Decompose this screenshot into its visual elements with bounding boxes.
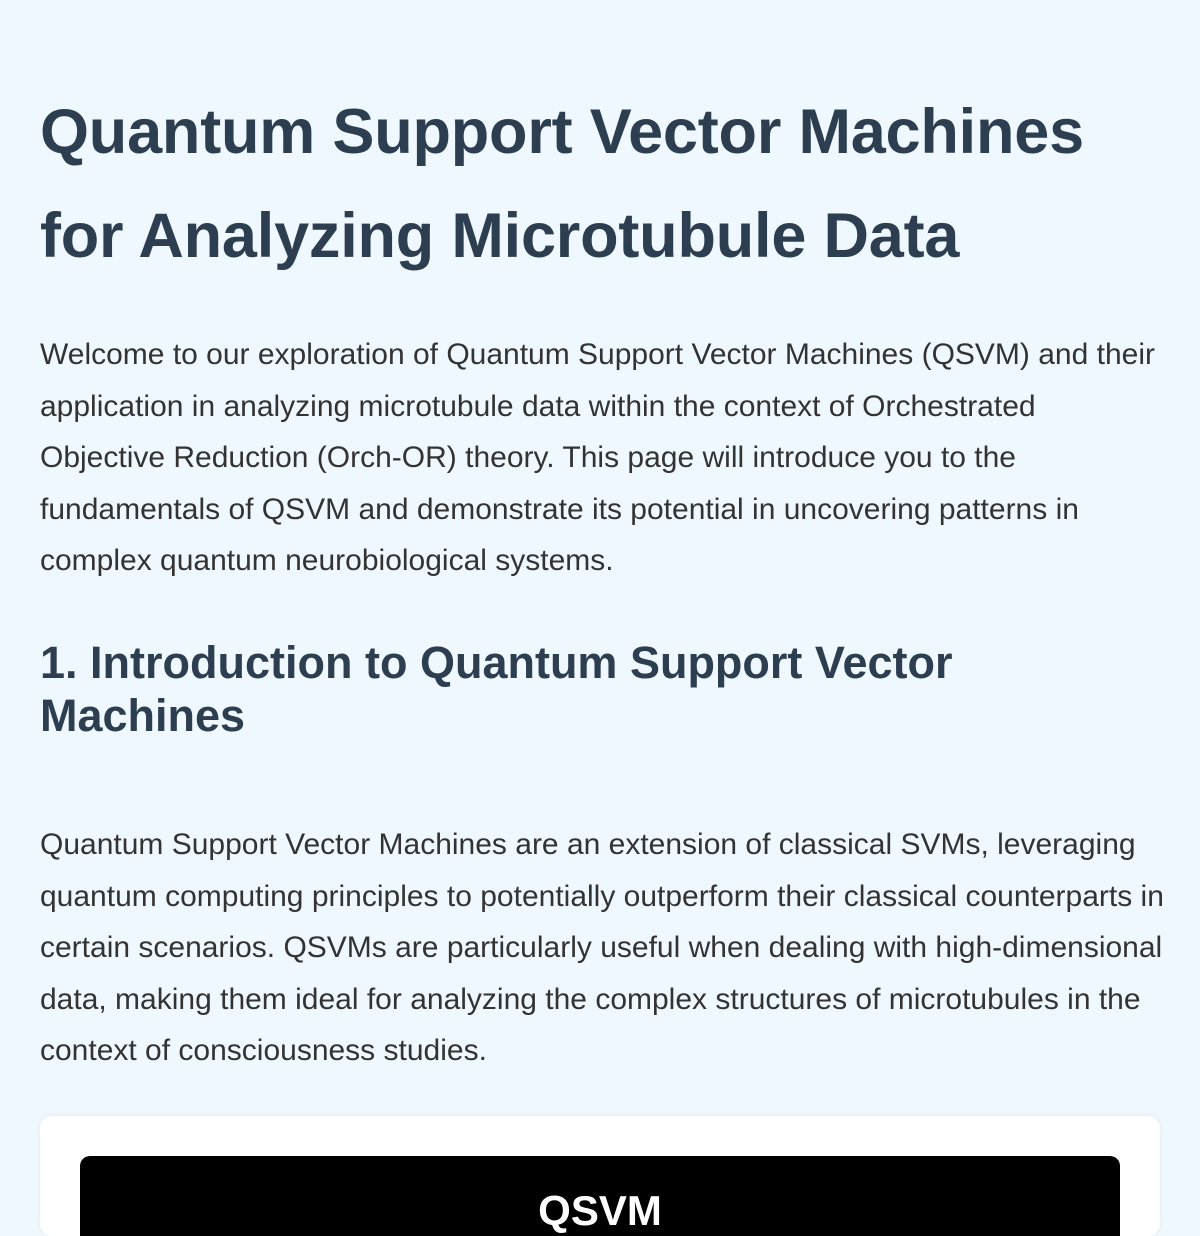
page-title: Quantum Support Vector Machines for Analyzing Microtubule Data bbox=[40, 97, 1084, 271]
section-body-paragraph: Quantum Support Vector Machines are an extension of classical SVMs, leveraging quantum computing principles to potentially outperform their classical counterparts in certain scenarios. QSVMs are particularly useful when dealing with high-dimensional data, making them ideal for analyzing the complex structures of microtubules in the context of consciousness studies. bbox=[40, 828, 1164, 1067]
qsvm-diagram bbox=[80, 1156, 1120, 1236]
section-heading-line-2: Machines bbox=[40, 690, 246, 741]
diagram-card bbox=[40, 1116, 1160, 1236]
intro-paragraph: Welcome to our exploration of Quantum Support Vector Machines (QSVM) and their application in analyzing microtubule data within the context of Orchestrated Objective Reduction (Orch-OR) theory. This page will introduce you to the fundamentals of QSVM and demonstrate its potential in uncovering patterns in complex quantum neurobiological systems. bbox=[40, 338, 1155, 577]
section-heading bbox=[40, 636, 1040, 742]
section-heading-line-1: 1. Introduction to Quantum Support Vector bbox=[40, 637, 953, 688]
diagram-label: QSVM bbox=[538, 1187, 662, 1234]
